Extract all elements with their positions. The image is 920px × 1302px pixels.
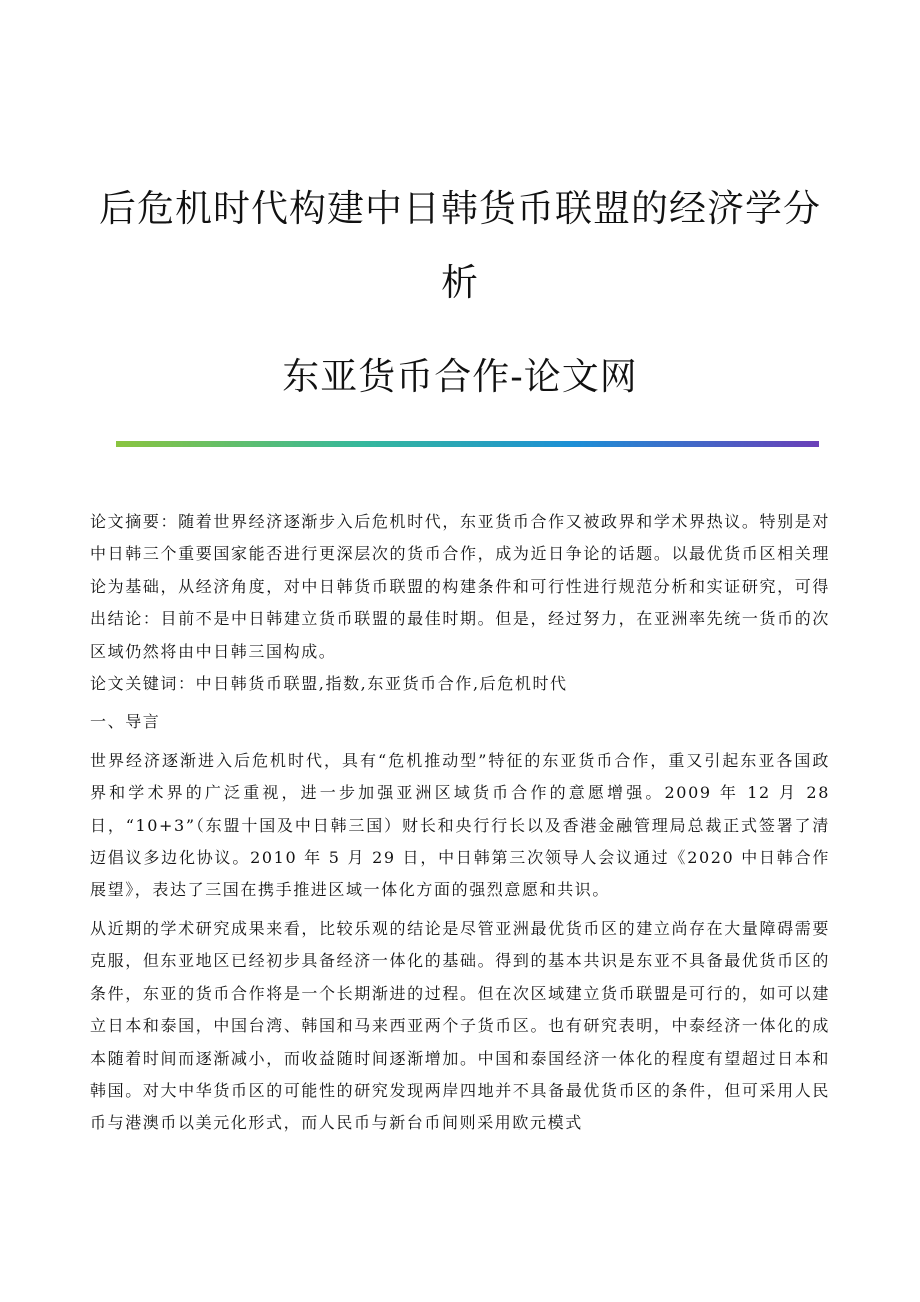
section-heading: 一、导言 <box>90 712 161 732</box>
body-paragraph-2: 从近期的学术研究成果来看，比较乐观的结论是尽管亚洲最优货币区的建立尚存在大量障碍需要克服，但东亚地区已经初步具备经济一体化的基础。得到的基本共识是东亚不具备最优货币区的条件，东亚的货币合作将是一个长期渐进的过程。但在次区域建立货币联盟是可行的，如可以建立日本和泰国，中国台湾、韩国和马来西亚两个子货币区。也有研究表明，中泰经济一体化的成本随着时间而逐渐减小，而收益随时间逐渐增加。中国和泰国经济一体化的程度有望超过日本和韩国。对大中华货币区的可能性的研究发现两岸四地并不具备最优货币区的条件，但可采用人民币与港澳币以美元化形式，而人民币与新台币间则采用欧元模式 <box>90 918 830 1133</box>
document-body <box>90 506 830 1140</box>
body-paragraph-1: 世界经济逐渐进入后危机时代，具有“危机推动型”特征的东亚货币合作，重又引起东亚各国政界和学术界的广泛重视，进一步加强亚洲区域货币合作的意愿增强。2009 年 12 月 28 日，“10+3”（东盟十国及中日韩三国）财长和央行行长以及香港金融管理局总裁正式签署了清迈倡议多边化协议。2010 年 5 月 29 日，中日韩第三次领导人会议通过《2020 中日韩合作展望》，表达了三国在携手推进区域一体化方面的强烈意愿和共识。 <box>90 750 830 900</box>
document-subtitle: 东亚货币合作-论文网 <box>282 355 638 398</box>
document-title: 后危机时代构建中日韩货币联盟的经济学分析 <box>99 187 821 304</box>
keywords-line: 论文关键词：中日韩货币联盟,指数,东亚货币合作,后危机时代 <box>90 674 568 694</box>
gradient-divider <box>116 441 819 447</box>
abstract-paragraph: 论文摘要：随着世界经济逐渐步入后危机时代，东亚货币合作又被政界和学术界热议。特别是对中日韩三个重要国家能否进行更深层次的货币合作，成为近日争论的话题。以最优货币区相关理论为基础，从经济角度，对中日韩货币联盟的构建条件和可行性进行规范分析和实证研究，可得出结论：目前不是中日韩建立货币联盟的最佳时期。但是，经过努力，在亚洲率先统一货币的次区域仍然将由中日韩三国构成。 <box>90 512 830 661</box>
